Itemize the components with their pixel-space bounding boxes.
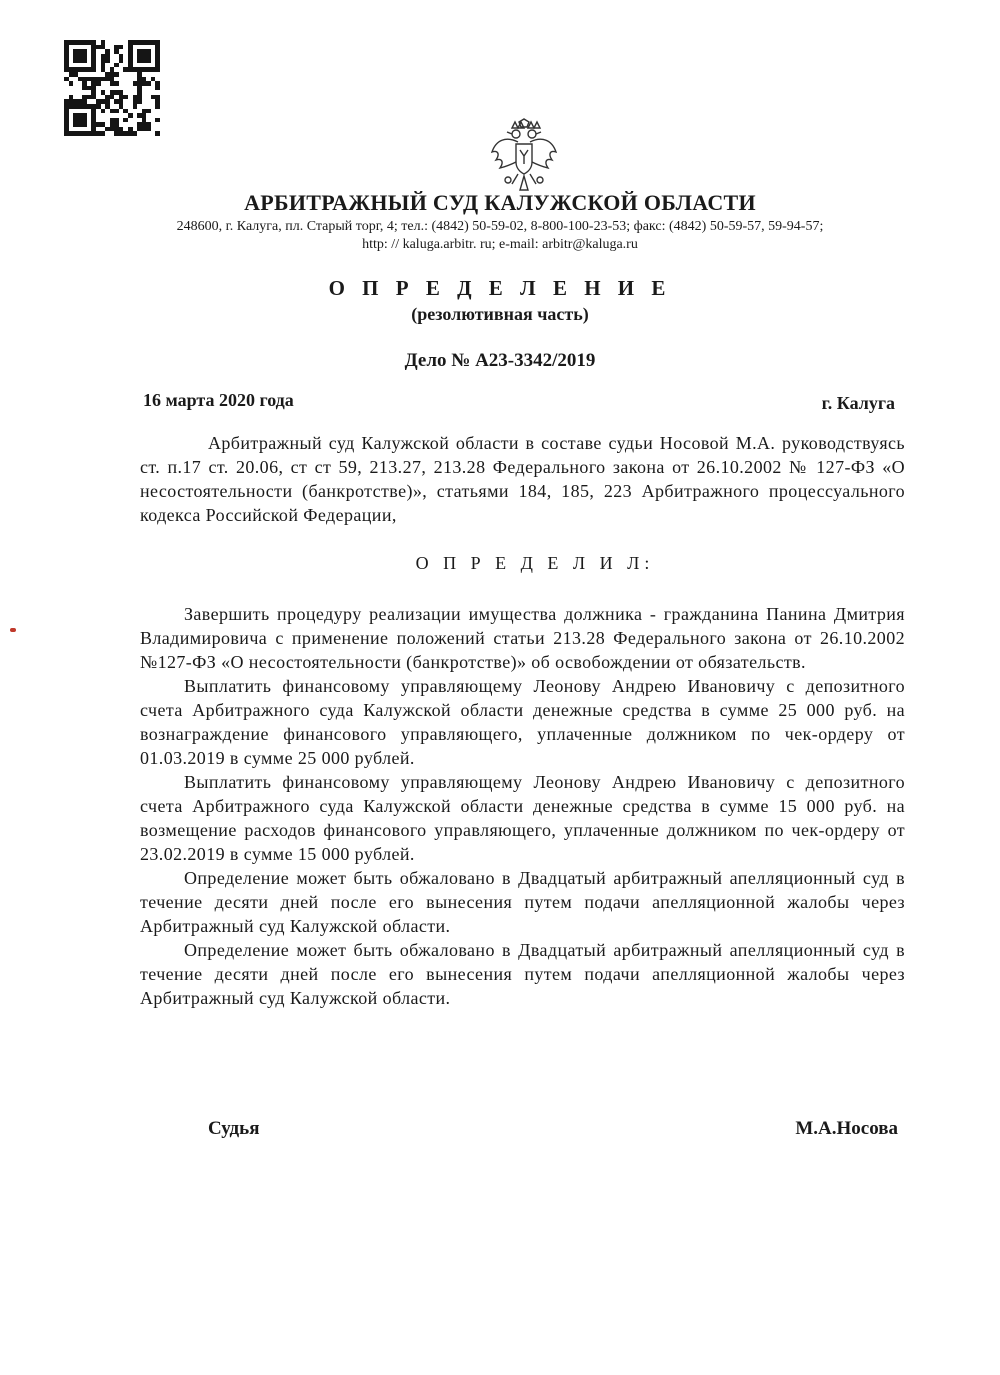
decision-paragraph: Определение может быть обжаловано в Двадцатый арбитражный апелляционный суд в течение десяти дней после его вынесения путем подачи апелляционной жалобы через Арбитражный суд Калужской области. xyxy=(140,868,905,936)
court-address xyxy=(0,218,1000,254)
coat-of-arms-icon xyxy=(488,118,560,198)
decision-paragraph: Завершить процедуру реализации имущества должника - гражданина Панина Дмитрия Владимировича с применение положений статьи 213.28 Федерального закона от 26.10.2002 №127-ФЗ «О несостоятельности (банкротстве)» об освобождении от обязательств. xyxy=(140,604,905,672)
case-number: Дело № А23-3342/2019 xyxy=(404,350,596,371)
decision-paragraph: Выплатить финансовому управляющему Леонову Андрею Ивановичу с депозитного счета Арбитражного суда Калужской области денежные средства в сумме 15 000 руб. на возмещение расходов финансового управляющего, уплаченные должником по чек-ордеру от 23.02.2019 в сумме 15 000 рублей. xyxy=(140,772,905,864)
intro-text: Арбитражный суд Калужской области в составе судьи Носовой М.А. руководствуясь ст. п.17 ст. 20.06, ст ст 59, 213.27, 213.28 Федерального закона от 26.10.2002 № 127-ФЗ «О несостоятельности (банкротстве)», статьями 184, 185, 223 Арбитражного процессуального кодекса Российской Федерации, xyxy=(140,433,905,525)
decision-paragraph: Выплатить финансовому управляющему Леонову Андрею Ивановичу с депозитного счета Арбитражного суда Калужской области денежные средства в сумме 25 000 руб. на вознаграждение финансового управляющего, уплаченные должником по чек-ордеру от 01.03.2019 в сумме 25 000 рублей. xyxy=(140,676,905,768)
document-type: О П Р Е Д Е Л Е Н И Е xyxy=(328,276,672,300)
document-city: г. Калуга xyxy=(821,393,895,413)
address-line-2: http: // kaluga.arbitr. ru; e-mail: arbitr@kaluga.ru xyxy=(362,237,638,252)
qr-code-icon xyxy=(64,40,160,136)
court-name: АРБИТРАЖНЫЙ СУД КАЛУЖСКОЙ ОБЛАСТИ xyxy=(244,190,756,215)
judge-name: М.А.Носова xyxy=(795,1118,898,1139)
decision-paragraph: Определение может быть обжаловано в Двадцатый арбитражный апелляционный суд в течение десяти дней после его вынесения путем подачи апелляционной жалобы через Арбитражный суд Калужской области. xyxy=(140,940,905,1008)
decided-heading: О П Р Е Д Е Л И Л: xyxy=(415,553,655,573)
document-date: 16 марта 2020 года xyxy=(143,390,294,410)
intro-paragraph xyxy=(140,431,905,527)
judge-label: Судья xyxy=(208,1118,260,1139)
scan-speck xyxy=(10,628,16,632)
decision-body xyxy=(140,602,905,1010)
address-line-1: 248600, г. Калуга, пл. Старый торг, 4; тел.: (4842) 50-59-02, 8-800-100-23-53; факс: (4842) 50-59-57, 59-94-57; xyxy=(176,219,824,234)
document-subtype: (резолютивная часть) xyxy=(411,304,589,324)
